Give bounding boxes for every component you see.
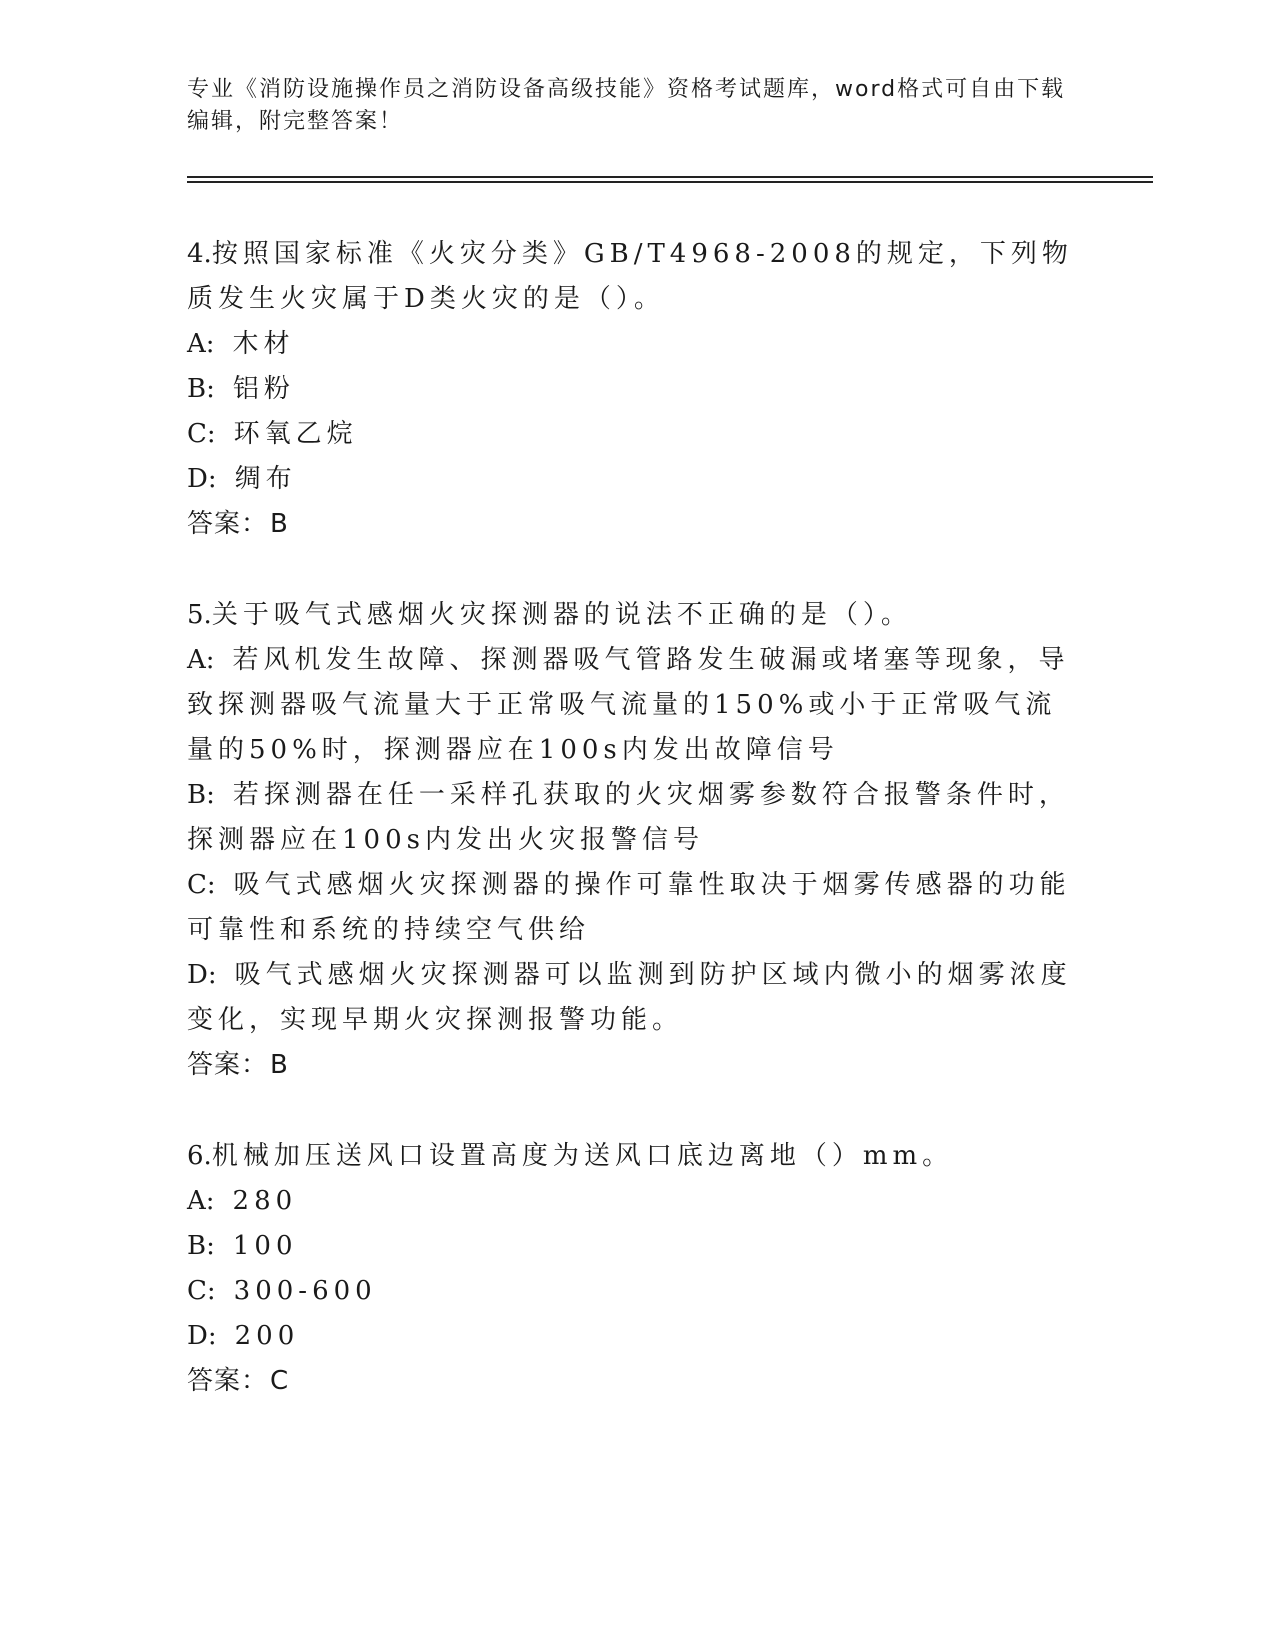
option-key: A: [187, 329, 215, 359]
option-b [187, 1224, 1087, 1269]
question-number: 5. [187, 600, 212, 630]
question-text: 机械加压送风口设置高度为送风口底边离地（）mm。 [211, 1141, 954, 1171]
option-text: 绸布 [234, 464, 297, 494]
question-stem [187, 232, 1087, 322]
option-text: 若风机发生故障、探测器吸气管路发生破漏或堵塞等现象，导致探测器吸气流量大于正常吸气流量的150%或小于正常吸气流量的50%时，探测器应在100s内发出故障信号 [187, 645, 1070, 765]
question-text: 关于吸气式感烟火灾探测器的说法不正确的是（）。 [211, 600, 912, 630]
question-text: 按照国家标准《火灾分类》GB/T4968-2008的规定，下列物质发生火灾属于D类火灾的是（）。 [187, 239, 1073, 314]
answer-value: B [270, 1050, 289, 1080]
question-number: 6. [187, 1141, 212, 1171]
header-divider-bottom [187, 181, 1153, 183]
answer-line [187, 1043, 1087, 1088]
question-5 [187, 593, 1087, 1088]
option-c [187, 863, 1087, 953]
answer-label: 答案： [187, 1366, 269, 1396]
option-a [187, 638, 1087, 773]
option-text: 280 [232, 1186, 298, 1216]
question-4 [187, 232, 1087, 547]
answer-value: B [270, 509, 289, 539]
option-key: C: [187, 870, 216, 900]
header-text: 专业《消防设施操作员之消防设备高级技能》资格考试题库，word格式可自由下载编辑，附完整答案！ [187, 77, 1066, 134]
option-text: 若探测器在任一采样孔获取的火灾烟雾参数符合报警条件时，探测器应在100s内发出火灾报警信号 [187, 780, 1070, 855]
question-6 [187, 1134, 1087, 1404]
option-key: D: [187, 1321, 217, 1351]
option-key: B: [187, 1231, 215, 1261]
option-key: C: [187, 1276, 216, 1306]
option-key: B: [187, 780, 215, 810]
option-d [187, 457, 1087, 502]
option-key: C: [187, 419, 216, 449]
option-c [187, 412, 1087, 457]
option-a [187, 322, 1087, 367]
question-stem [187, 1134, 1087, 1179]
option-a [187, 1179, 1087, 1224]
option-d [187, 953, 1087, 1043]
question-number: 4. [187, 239, 212, 269]
option-text: 吸气式感烟火灾探测器可以监测到防护区域内微小的烟雾浓度变化，实现早期火灾探测报警功能。 [187, 960, 1072, 1035]
option-text: 吸气式感烟火灾探测器的操作可靠性取决于烟雾传感器的功能可靠性和系统的持续空气供给 [187, 870, 1071, 945]
option-text: 300-600 [233, 1276, 377, 1306]
option-text: 木材 [232, 329, 295, 359]
option-text: 铝粉 [232, 374, 295, 404]
answer-line [187, 1359, 1087, 1404]
option-text: 环氧乙烷 [233, 419, 358, 449]
option-b [187, 773, 1087, 863]
option-key: B: [187, 374, 215, 404]
option-key: A: [187, 645, 215, 675]
option-key: D: [187, 960, 217, 990]
option-text: 200 [234, 1321, 300, 1351]
answer-label: 答案： [187, 509, 269, 539]
option-d [187, 1314, 1087, 1359]
option-b [187, 367, 1087, 412]
option-key: D: [187, 464, 217, 494]
answer-line [187, 502, 1087, 547]
option-key: A: [187, 1186, 215, 1216]
question-list [187, 232, 1087, 1450]
answer-label: 答案： [187, 1050, 269, 1080]
question-stem [187, 593, 1087, 638]
option-text: 100 [232, 1231, 298, 1261]
answer-value: C [270, 1366, 290, 1396]
header-divider-top [187, 176, 1153, 178]
option-c [187, 1269, 1087, 1314]
